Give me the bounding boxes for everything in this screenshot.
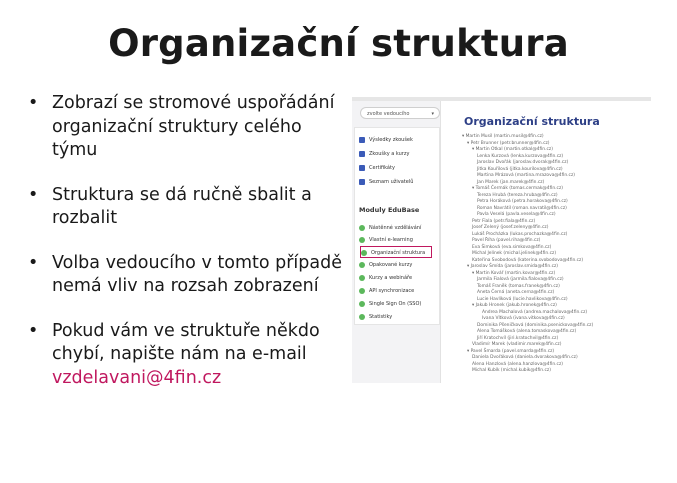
menu-item-label: Organizační struktura bbox=[371, 250, 426, 256]
tree-node[interactable]: ▾ Petr Brunner (petr.brunner@4fin.cz) bbox=[467, 140, 550, 146]
bullet-item bbox=[28, 252, 348, 299]
tree-node[interactable]: Ivana Vítková (ivana.vitkova@4fin.cz) bbox=[482, 316, 565, 321]
check-icon bbox=[359, 275, 365, 281]
bullet-dot: • bbox=[28, 93, 39, 113]
tree-node[interactable]: Lenka Kurzová (lenka.kurzova@4fin.cz) bbox=[477, 153, 564, 159]
check-icon bbox=[359, 237, 365, 243]
tree-node[interactable]: Kateřina Svobodová (katerina.svobodova@4fin.cz) bbox=[472, 257, 584, 263]
main-content bbox=[452, 101, 648, 383]
tree-node[interactable]: Jan Marek (jan.marek@4fin.cz) bbox=[477, 179, 545, 185]
menu-item-exams-courses[interactable] bbox=[359, 148, 435, 160]
tree-node[interactable]: Tereza Hrubá (tereza.hruba@4fin.cz) bbox=[477, 192, 558, 198]
tree-node[interactable]: Pavla Veselá (pavla.vesela@4fin.cz) bbox=[477, 212, 556, 217]
tree-node[interactable]: Michal Kubík (michal.kubik@4fin.cz) bbox=[472, 368, 551, 373]
slide-title: Organizační struktura bbox=[108, 22, 569, 65]
menu-item-label: Seznam uživatelů bbox=[369, 179, 414, 185]
tree-node[interactable]: Andrea Machalová (andrea.machalova@4fin.cz) bbox=[482, 309, 588, 315]
menu-item-module[interactable] bbox=[359, 222, 435, 234]
tree-node[interactable]: Jaroslav Dvořák (jaroslav.dvorak@4fin.cz) bbox=[477, 160, 569, 165]
tree-node[interactable]: Alena Hanzlová (alena.hanzlova@4fin.cz) bbox=[472, 361, 563, 367]
tree-node[interactable]: ▾ Jakub Hronek (jakub.hronek@4fin.cz) bbox=[472, 303, 557, 308]
menu-item-module[interactable] bbox=[359, 272, 435, 284]
tree-node[interactable]: Daniela Dvořáková (daniela.dvorakova@4fin.cz) bbox=[472, 355, 578, 360]
tree-node[interactable]: Vladimír Marek (vladimir.marek@4fin.cz) bbox=[472, 342, 562, 347]
menu-item-label: API synchronizace bbox=[369, 288, 415, 294]
menu-item-label: Single Sign On (SSO) bbox=[369, 301, 422, 307]
tree-node[interactable]: ▾ Martin Otkal (martin.otkal@4fin.cz) bbox=[472, 147, 553, 152]
bullet-item bbox=[28, 184, 348, 231]
menu-item-module[interactable] bbox=[359, 234, 435, 246]
bullet-item bbox=[28, 92, 348, 163]
tree-node[interactable]: ▾ Pavel Šmarda (pavel.smarda@4fin.cz) bbox=[467, 348, 555, 354]
results-icon bbox=[359, 137, 365, 143]
embedded-screenshot bbox=[352, 97, 651, 383]
check-icon bbox=[361, 250, 367, 256]
sidebar bbox=[352, 101, 441, 383]
bullet-item bbox=[28, 320, 348, 391]
menu-item-module[interactable] bbox=[359, 298, 435, 310]
bullet-text: Pokud vám ve struktuře někdo chybí, napište nám na e-mail bbox=[52, 320, 320, 364]
menu-item-label: Vlastní e-learning bbox=[369, 237, 413, 243]
tree-node[interactable]: Lucie Havlíková (lucie.havlikova@4fin.cz) bbox=[477, 296, 568, 302]
tree-node[interactable]: Aneta Černá (aneta.cerna@4fin.cz) bbox=[477, 290, 555, 295]
menu-item-label: Nástěnné vzdělávání bbox=[369, 225, 422, 231]
tree-node[interactable]: Jarmila Fialová (jarmila.fialova@4fin.cz) bbox=[477, 277, 564, 282]
tree-node[interactable]: Alena Tomášková (alena.tomaskova@4fin.cz) bbox=[477, 329, 577, 334]
menu-item-exam-results[interactable] bbox=[359, 134, 435, 146]
leader-select[interactable] bbox=[360, 107, 440, 119]
tree-node[interactable]: Martina Mrázová (martina.mrazova@4fin.cz) bbox=[477, 173, 575, 178]
menu-item-module[interactable] bbox=[359, 285, 435, 297]
tree-node[interactable]: ▾ Martin Musil (martin.musil@4fin.cz) bbox=[462, 134, 544, 139]
courses-icon bbox=[359, 151, 365, 157]
bullet-dot: • bbox=[28, 184, 39, 205]
bullet-dot: • bbox=[28, 252, 39, 273]
page-heading: Organizační struktura bbox=[464, 115, 600, 128]
check-icon bbox=[359, 225, 365, 231]
tree-node[interactable]: Eva Šimková (eva.simkova@4fin.cz) bbox=[472, 244, 552, 250]
bullet-text: Zobrazí se stromové uspořádání organizační struktury celého týmu bbox=[52, 93, 335, 160]
menu-item-module[interactable] bbox=[359, 311, 435, 323]
menu-item-label: Certifikáty bbox=[369, 165, 395, 171]
tree-node[interactable]: ▾ Martin Kovář (martin.kovar@4fin.cz) bbox=[472, 270, 556, 276]
email-link[interactable]: vzdelavani@4fin.cz bbox=[52, 367, 222, 388]
bullet-text: Struktura se dá ručně sbalit a rozbalit bbox=[52, 184, 312, 228]
bullet-list bbox=[28, 92, 348, 411]
tree-node[interactable]: Josef Zelený (josef.zeleny@4fin.cz) bbox=[472, 225, 549, 230]
leader-select-value: zvolte vedoucího bbox=[367, 111, 410, 117]
check-icon bbox=[359, 288, 365, 294]
modules-section-title: Moduly EduBase bbox=[359, 206, 420, 214]
menu-item-label: Kurzy a webináře bbox=[369, 275, 413, 281]
bullet-text: Volba vedoucího v tomto případě nemá vliv na rozsah zobrazení bbox=[52, 252, 342, 296]
check-icon bbox=[359, 314, 365, 320]
tree-node[interactable]: Roman Navrátil (roman.navratil@4fin.cz) bbox=[477, 205, 567, 211]
certificate-icon bbox=[359, 165, 365, 171]
chevron-down-icon: ▾ bbox=[431, 111, 434, 117]
tree-node[interactable]: Jitka Kouřilová (jitka.kourilova@4fin.cz) bbox=[477, 166, 563, 172]
tree-node[interactable]: Pavel Říha (pavel.riha@4fin.cz) bbox=[472, 238, 541, 243]
tree-node[interactable]: Petr Fiala (petr.fiala@4fin.cz) bbox=[472, 218, 536, 224]
tree-node[interactable]: Dominika Pšeničková (dominika.psenickova@4fin.cz) bbox=[477, 322, 594, 328]
tree-node[interactable]: Michal Jelínek (michal.jelinek@4fin.cz) bbox=[472, 251, 557, 256]
check-icon bbox=[359, 301, 365, 307]
sidebar-menu bbox=[354, 127, 440, 325]
bullet-dot: • bbox=[28, 320, 39, 341]
tree-node[interactable]: ▾ Jaroslav Šmída (jaroslav.smida@4fin.cz) bbox=[467, 264, 559, 269]
menu-item-label: Výsledky zkoušek bbox=[369, 137, 413, 143]
tree-node[interactable]: Lukáš Procházka (lukas.prochazka@4fin.cz) bbox=[472, 231, 568, 237]
check-icon bbox=[359, 262, 365, 268]
menu-item-label: Opakované kurzy bbox=[369, 262, 413, 268]
menu-item-module[interactable] bbox=[359, 259, 435, 271]
menu-item-certificates[interactable] bbox=[359, 162, 435, 174]
tree-node[interactable]: Jiří Kratochvíl (jiri.kratochvil@4fin.cz) bbox=[477, 335, 559, 341]
tree-node[interactable]: Petra Horáková (petra.horakova@4fin.cz) bbox=[477, 199, 568, 204]
user-icon bbox=[359, 179, 365, 185]
menu-item-label: Statistiky bbox=[369, 314, 393, 320]
tree-node[interactable]: ▾ Tomáš Čermák (tomas.cermak@4fin.cz) bbox=[472, 186, 563, 191]
menu-item-org-structure[interactable] bbox=[360, 246, 432, 258]
menu-item-users[interactable] bbox=[359, 176, 435, 188]
menu-item-label: Zkoušky a kurzy bbox=[369, 151, 410, 157]
tree-node[interactable]: Tomáš Franěk (tomas.franek@4fin.cz) bbox=[477, 283, 560, 289]
